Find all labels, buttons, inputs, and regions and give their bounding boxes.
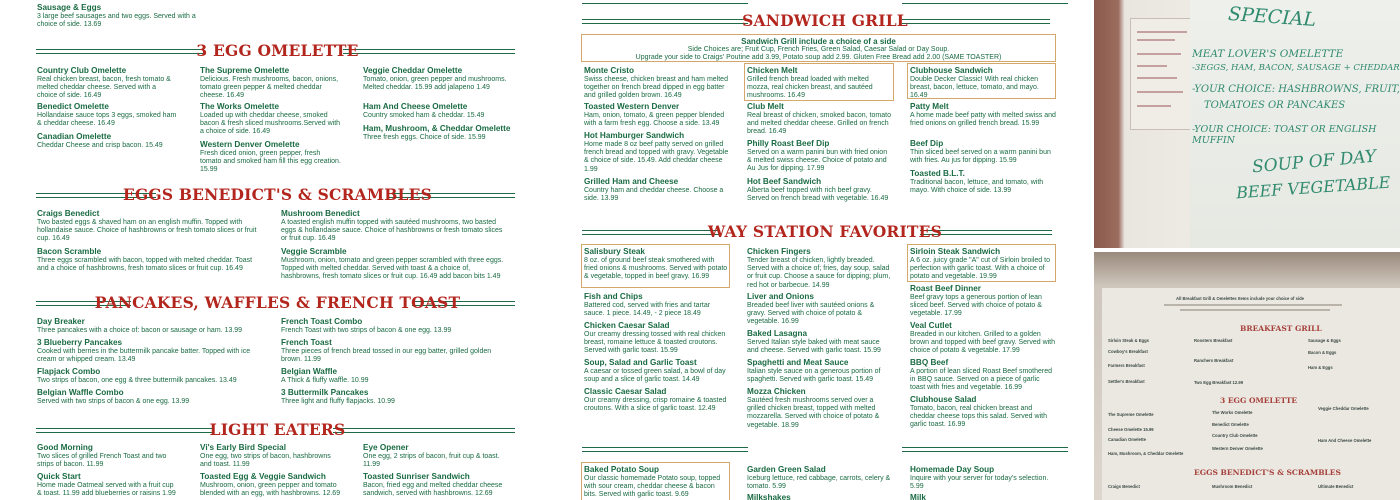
item-desc: Thin sliced beef served on a warm panini bun with fries. Au jus for dipping. 15.99 [910, 149, 1051, 165]
specials-board-photo [1094, 0, 1400, 248]
menu-item [584, 247, 728, 282]
item-name: Ham And Cheese Omelette [363, 102, 468, 111]
section-title: 3 EGG OMELETTE [196, 41, 359, 60]
item-desc: A home made beef patty with melted swiss and fried onions on grilled french bread. 15.99 [910, 112, 1056, 128]
menu-item [363, 66, 508, 92]
item-desc: Delicious. Fresh mushrooms, bacon, onions, tomato green pepper & melted cheddar cheese. 16.49 [200, 76, 339, 100]
menu-item [910, 139, 1056, 165]
menu-photo-item: Sausage & Eggs [1308, 338, 1341, 343]
item-desc: Breaded beef liver with sautéed onions & gravy. Served with choice of potato & vegetable. 16.99 [747, 302, 875, 326]
item-name: Belgian Waffle Combo [37, 388, 124, 397]
item-name: French Toast Combo [281, 317, 363, 326]
menu-photo-item: Ham And Cheese Omelette [1318, 438, 1372, 443]
menu-item [747, 329, 893, 355]
menu-photo-item: Benedict Omelette [1212, 422, 1249, 427]
item-desc: One egg, two strips of bacon, hashbrowns and toast. 11.99 [200, 453, 331, 469]
item-desc: Battered cod, served with fries and tartar sauce. 1 piece. 14.49, - 2 piece 18.49 [584, 302, 711, 318]
menu-item [584, 102, 730, 128]
item-desc: Three fresh eggs. Choice of side. 15.99 [363, 134, 486, 141]
menu-item [363, 472, 505, 498]
menu-item [747, 358, 893, 384]
menu-photo-item: Craigs Benedict [1108, 484, 1140, 489]
menu-item [747, 292, 893, 327]
menu-item [37, 317, 262, 335]
menu-item [747, 102, 893, 137]
sandwich-notice [581, 34, 1056, 62]
section-title: EGGS BENEDICT'S & SCRAMBLES [122, 185, 433, 204]
menu-item [584, 177, 730, 203]
item-name: Veggie Cheddar Omelette [363, 66, 463, 75]
item-desc: A portion of lean sliced Roast Beef smothered in BBQ sauce. Served on a piece of garlic toast with fries and vegetable. 16.99 [910, 368, 1053, 392]
item-name: Mushroom Benedict [281, 209, 360, 218]
menu-item [910, 102, 1056, 128]
menu-item [747, 177, 893, 203]
menu-photo-item: The Supreme Omelette [1108, 412, 1154, 417]
menu-photo-item: Ham, Mushroom, & Cheddar Omelette [1108, 451, 1184, 456]
item-name: Club Melt [747, 102, 784, 111]
menu-item [200, 66, 342, 101]
menu-photo-item: Sirloin Steak & Eggs [1108, 338, 1149, 343]
menu-photo-item: Ultimate Benedict [1318, 484, 1354, 489]
notice-line: Upgrade your side to Craigs' Poutine add 3.99, Potato soup add 2.99. Gluten Free Bread add 2.00 (SAME TOASTER) [635, 54, 1002, 62]
item-desc: Our creamy dressing, crisp romaine & toasted croutons. With a slice of garlic toast. 12.49 [584, 397, 727, 413]
section-way-station [562, 221, 1088, 245]
item-name: Toasted Sunriser Sandwich [363, 472, 470, 481]
item-desc: Alberta beef topped with rich beef gravy. Served on french bread with vegetable. 16.49 [747, 187, 889, 203]
menu-item [200, 472, 342, 498]
item-name: Patty Melt [910, 102, 949, 111]
item-desc: Bacon, fried egg and melted cheddar cheese sandwich, served with hashbrowns. 12.69 [363, 482, 503, 498]
item-desc: Three light and fluffy flapjacks. 10.99 [281, 398, 395, 405]
menu-item [200, 102, 342, 137]
item-name: Roast Beef Dinner [910, 284, 981, 293]
item-name: Benedict Omelette [37, 102, 109, 111]
menu-item [281, 317, 506, 335]
item-desc: Two strips of bacon, one egg & three buttermilk pancakes. 13.49 [37, 377, 237, 384]
middle-menu-page [562, 0, 1088, 500]
item-desc: Hollandaise sauce tops 3 eggs, smoked ham & cheddar cheese. 16.49 [37, 112, 177, 128]
item-name: Classic Caesar Salad [584, 387, 667, 396]
item-desc: Real chicken breast, bacon, fresh tomato & melted cheddar cheese. Served with a choice of side. 16.49 [37, 76, 171, 100]
item-name: Clubhouse Sandwich [910, 66, 993, 75]
item-desc: Italian style sauce on a generous portion of spaghetti. Served with garlic toast. 15.49 [747, 368, 881, 384]
section-title: WAY STATION FAVORITES [707, 222, 943, 241]
menu-item [281, 367, 506, 385]
item-desc: Swiss cheese, chicken breast and ham melted together on french bread dipped in egg batter and grilled golden brown. 16.49 [584, 76, 728, 100]
item-desc: Iceburg lettuce, red cabbage, carrots, celery & tomato. 5.99 [747, 475, 891, 491]
item-name: Quick Start [37, 472, 81, 481]
menu-photo-item: Cheese Omelette 15.99 [1108, 427, 1154, 432]
item-desc: French Toast with two strips of bacon & one egg. 13.99 [281, 327, 452, 334]
item-desc: Breaded in our kitchen. Grilled to a golden brown and topped with beef gravy. Served with choice of potato & vegetable. 17.99 [910, 331, 1056, 355]
item-name: Canadian Omelette [37, 132, 112, 141]
item-name: Garden Green Salad [747, 465, 826, 474]
item-desc: Tomato, bacon, real chicken breast and cheddar cheese tops this salad. Served with garlic toast. 16.99 [910, 405, 1047, 429]
item-desc: Ham, onion, tomato, & green pepper blended with a farm fresh egg. Choose a side. 13.49 [584, 112, 725, 128]
whiteboard [1190, 0, 1400, 248]
menu-item [584, 465, 728, 500]
item-name: Chicken Fingers [747, 247, 811, 256]
menu-item [584, 321, 730, 356]
menu-item [910, 358, 1056, 393]
item-desc: Mushroom, onion, tomato and green pepper scrambled with three eggs. Topped with melted cheddar. Served with toast & a choice of, hashbrowns, fresh tomato slices or fruit cup. 16.49 add bacon bits 1.49 [281, 257, 504, 281]
item-name: Country Club Omelette [37, 66, 127, 75]
item-desc: Mushroom, onion, green pepper and tomato blended with an egg, with hashbrowns. 12.69 [200, 482, 341, 498]
item-desc: A 6 oz. juicy grade "A" cut of Sirloin broiled to perfection with garlic toast. With a choice of potato and vegetable. 19.99 [910, 257, 1050, 281]
menu-item [37, 388, 262, 406]
menu-item [37, 472, 179, 498]
item-name: Hot Hamburger Sandwich [584, 131, 685, 140]
menu-item [910, 493, 1056, 500]
item-desc: One egg, 2 strips of bacon, fruit cup & toast. 11.99 [363, 453, 500, 469]
menu-item [37, 132, 177, 150]
menu-item [747, 493, 893, 500]
item-name: Toasted Egg & Veggie Sandwich [200, 472, 326, 481]
menu-item [584, 292, 730, 318]
item-desc: Tender breast of chicken, lightly breaded. Served with a choice of; fries, day soup, salad or fruit cup. Choose a sauce for dipping; plum, red hot or barbecue. 14.99 [747, 257, 891, 289]
printed-menu-photo [1094, 252, 1400, 500]
item-desc: Fresh diced onion, green pepper, fresh tomato and smoked ham fill this egg creation. 15.99 [200, 150, 341, 174]
item-desc: Our classic homemade Potato soup, topped with sour cream, cheddar cheese & bacon bits. Served with garlic toast. 9.69 [584, 475, 721, 499]
item-name: Baked Lasagna [747, 329, 808, 338]
menu-item [910, 321, 1056, 356]
item-desc: Sautéed fresh mushrooms served over a grilled chicken breast, topped with melted mozzarella. Served with choice of potato & vegetable. 18.99 [747, 397, 880, 429]
item-desc: Served with two strips of bacon & one egg. 13.99 [37, 398, 190, 405]
table-card [1130, 18, 1192, 130]
sign-line: -3EGGS, HAM, BACON, SAUSAGE + CHEDDAR [1192, 63, 1400, 73]
menu-photo-item: Roosters Breakfast [1194, 338, 1233, 343]
menu-item [37, 247, 262, 273]
menu-item [910, 395, 1056, 430]
menu-item [37, 3, 197, 29]
menu-photo-item: Farmers Breakfast [1108, 363, 1145, 368]
item-desc: Three pieces of french bread tossed in our egg batter, grilled golden brown. 11.99 [281, 348, 492, 364]
item-name: French Toast [281, 338, 332, 347]
item-desc: Three pancakes with a choice of: bacon or sausage or ham. 13.99 [37, 327, 243, 334]
menu-photo-item: Bacon & Eggs [1308, 350, 1337, 355]
item-desc: Loaded up with cheddar cheese, smoked bacon & fresh sliced mushrooms.Served with a choice of side. 16.49 [200, 112, 341, 136]
menu-item [200, 443, 342, 469]
menu-photo-section: EGGS BENEDICT'S & SCRAMBLES [1194, 468, 1341, 477]
item-name: Baked Potato Soup [584, 465, 660, 474]
item-desc: A toasted english muffin topped with sautéed mushrooms, two basted eggs & hollandaise sauce. Choice of hashbrowns or fresh tomato slices or fruit cup. 16.49 [281, 219, 503, 243]
item-name: Belgian Waffle [281, 367, 338, 376]
item-name: Flapjack Combo [37, 367, 101, 376]
menu-photo-item: Settler's Breakfast [1108, 379, 1145, 384]
item-name: Milk [910, 493, 926, 500]
menu-item [910, 247, 1054, 282]
item-name: Veal Cutlet [910, 321, 952, 330]
item-name: The Supreme Omelette [200, 66, 290, 75]
sign-line: BEEF VEGETABLE [1235, 172, 1391, 203]
item-name: Chicken Melt [747, 66, 798, 75]
menu-photo-text: All Breakfast Grill & Omelettes Items include your choice of side [1176, 296, 1304, 301]
section-light-eaters [0, 419, 555, 443]
item-name: Grilled Ham and Cheese [584, 177, 679, 186]
menu-item [363, 102, 508, 120]
item-name: Liver and Onions [747, 292, 814, 301]
item-desc: 3 large beef sausages and two eggs. Served with a choice of side. 13.69 [37, 13, 196, 29]
item-desc: Tomato, onion, green pepper and mushrooms. Melted cheddar. 15.99 add jalapeno 1.49 [363, 76, 507, 92]
menu-item [747, 387, 893, 430]
menu-photo-section: BREAKFAST GRILL [1240, 324, 1322, 333]
menu-item [910, 169, 1056, 195]
item-name: The Works Omelette [200, 102, 280, 111]
menu-photo-item: Veggie Cheddar Omelette [1318, 406, 1369, 411]
sign-line: SPECIAL [1227, 2, 1317, 32]
item-name: Vi's Early Bird Special [200, 443, 286, 452]
item-name: Fish and Chips [584, 292, 643, 301]
item-desc: A Thick & fluffy waffle. 10.99 [281, 377, 369, 384]
menu-item [363, 443, 505, 469]
item-name: Western Denver Omelette [200, 140, 300, 149]
item-desc: Cheddar Cheese and crisp bacon. 15.49 [37, 142, 163, 149]
menu-photo-section: 3 EGG OMELETTE [1220, 396, 1298, 405]
item-name: 3 Blueberry Pancakes [37, 338, 123, 347]
item-desc: Served Italian style baked with meat sauce and cheese. Served with garlic toast. 15.99 [747, 339, 881, 355]
menu-item [584, 358, 730, 384]
menu-item [584, 131, 730, 174]
item-name: Monte Cristo [584, 66, 635, 75]
menu-photo-item: Country Club Omelette [1212, 433, 1258, 438]
item-name: Toasted B.L.T. [910, 169, 965, 178]
menu-item [363, 124, 513, 142]
notice-line: Sandwich Grill include a choice of a side [741, 37, 896, 46]
menu-item [37, 209, 262, 244]
item-name: 3 Buttermilk Pancakes [281, 388, 369, 397]
sign-line: SOUP OF DAY [1251, 146, 1377, 178]
item-name: Philly Roast Beef Dip [747, 139, 830, 148]
menu-photo-item: Cowboy's Breakfast [1108, 349, 1148, 354]
menu-item [200, 140, 342, 175]
menu-item [281, 388, 506, 406]
item-desc: Home made Oatmeal served with a fruit cup & toast. 11.99 add blueberries or raisins 1.99 [37, 482, 176, 498]
item-desc: Served on a warm panini bun with fried onion & melted swiss cheese. Choice of potato and Au Jus for dipping. 17.99 [747, 149, 888, 173]
item-name: Hot Beef Sandwich [747, 177, 822, 186]
item-name: Good Morning [37, 443, 93, 452]
sign-line: -YOUR CHOICE: HASHBROWNS, FRUIT, [1192, 84, 1400, 95]
menu-item [747, 139, 893, 174]
item-name: Clubhouse Salad [910, 395, 977, 404]
item-desc: A caesar or tossed green salad, a bowl of day soup and a slice of garlic toast. 14.49 [584, 368, 726, 384]
item-desc: Our creamy dressing tossed with real chicken breast, romaine lettuce & toasted croutons. Served with garlic toast. 15.99 [584, 331, 726, 355]
item-name: Salisbury Steak [584, 247, 645, 256]
item-desc: Inquire with your server for today's selection. 5.99 [910, 475, 1049, 491]
menu-item [910, 66, 1054, 101]
menu-photo-item: Canadian Omelette [1108, 437, 1146, 442]
menu-photo-item: Ham & Eggs [1308, 365, 1333, 370]
menu-item [37, 102, 177, 128]
section-sandwich-grill [562, 10, 1088, 34]
item-name: Ham, Mushroom, & Cheddar Omelette [363, 124, 511, 133]
item-name: Sausage & Eggs [37, 3, 102, 12]
photo-column [1094, 0, 1400, 500]
menu-photo-item: Two Egg Breakfast 12.99 [1194, 380, 1244, 385]
menu-item [584, 66, 730, 101]
menu-item [584, 387, 730, 413]
item-desc: Real breast of chicken, smoked bacon, tomato and melted cheddar cheese. Grilled on french bread. 16.49 [747, 112, 891, 136]
menu-photo-item: The Works Omelette [1212, 410, 1253, 415]
menu-photo-item: Mushroom Benedict [1212, 484, 1253, 489]
menu-item [37, 367, 262, 385]
item-name: Soup, Salad and Garlic Toast [584, 358, 697, 367]
menu-item [281, 209, 506, 244]
item-name: Day Breaker [37, 317, 85, 326]
item-desc: Grilled french bread loaded with melted mozza, real chicken breast, and sautéed mushrooms. 16.49 [747, 76, 873, 100]
menu-item [37, 443, 179, 469]
section-pancakes [0, 292, 555, 316]
item-desc: Beef gravy tops a generous portion of lean sliced beef. Served with choice of potato & vegetable. 17.99 [910, 294, 1042, 318]
item-name: Beef Dip [910, 139, 944, 148]
menu-item [747, 465, 893, 491]
item-desc: Country smoked ham & cheddar. 15.49 [363, 112, 485, 119]
item-desc: Two slices of grilled French Toast and two strips of bacon. 11.99 [37, 453, 167, 469]
menu-item [747, 66, 891, 101]
sign-line: MEAT LOVER'S OMELETTE [1192, 48, 1344, 60]
left-menu-page [0, 0, 555, 500]
menu-item [37, 338, 262, 364]
menu-item [281, 338, 506, 364]
item-name: Spaghetti and Meat Sauce [747, 358, 849, 367]
item-desc: Two basted eggs & shaved ham on an english muffin. Topped with hollandaise sauce. Choice of hashbrowns or fresh tomato slices or fruit cup. 16.49 [37, 219, 257, 243]
item-name: Milkshakes [747, 493, 791, 500]
section-title: SANDWICH GRILL [742, 11, 908, 30]
item-name: Chicken Caesar Salad [584, 321, 670, 330]
item-desc: Traditional bacon, lettuce, and tomato, with mayo. With choice of side. 13.99 [910, 179, 1044, 195]
menu-photo-item: Western Denver Omelette [1212, 446, 1263, 451]
item-name: Eye Opener [363, 443, 409, 452]
item-name: Craigs Benedict [37, 209, 100, 218]
item-desc: Home made 8 oz beef patty served on grilled french bread and topped with gravy. Vegetable & choice of side. 15.49. Add cheddar cheese 1.99 [584, 141, 729, 173]
section-title: LIGHT EATERS [209, 420, 346, 439]
item-desc: Three eggs scrambled with bacon, topped with melted cheddar. Toast and a choice of hashbrowns, fresh tomato slices or fruit cup. 16.49 [37, 257, 253, 273]
sign-line: TOMATOES OR PANCAKES [1204, 100, 1346, 111]
item-desc: Cooked with berries in the buttermilk pancake batter. Topped with ice cream or whipped cream. 13.49 [37, 348, 251, 364]
section-benedicts [0, 184, 555, 208]
menu-item [281, 247, 506, 282]
item-name: Veggie Scramble [281, 247, 347, 256]
item-name: Sirloin Steak Sandwich [910, 247, 1001, 256]
item-desc: Country ham and cheddar cheese. Choose a side. 13.99 [584, 187, 724, 203]
item-desc: Double Decker Classic! With real chicken breast, bacon, lettuce, tomato, and mayo. 16.49 [910, 76, 1039, 100]
item-name: Bacon Scramble [37, 247, 102, 256]
menu-item [910, 284, 1056, 319]
section-omelette [0, 40, 555, 64]
item-name: Homemade Day Soup [910, 465, 995, 474]
notice-line: Side Choices are; Fruit Cup, French Fries, Green Salad, Caesar Salad or Day Soup. [687, 46, 950, 53]
menu-item [910, 465, 1056, 491]
item-desc: 8 oz. of ground beef steak smothered with fried onions & mushrooms. Served with potato & vegetable, topped in beef gravy. 16.99 [584, 257, 728, 281]
item-name: BBQ Beef [910, 358, 949, 367]
menu-paper [1102, 288, 1400, 500]
menu-item [37, 66, 177, 101]
item-name: Mozza Chicken [747, 387, 806, 396]
sign-line: -YOUR CHOICE: TOAST OR ENGLISH MUFFIN [1192, 124, 1377, 146]
item-name: Toasted Western Denver [584, 102, 680, 111]
menu-item [747, 247, 893, 290]
section-title: PANCAKES, WAFFLES & FRENCH TOAST [94, 293, 461, 312]
menu-photo-item: Ranchers Breakfast [1194, 358, 1234, 363]
